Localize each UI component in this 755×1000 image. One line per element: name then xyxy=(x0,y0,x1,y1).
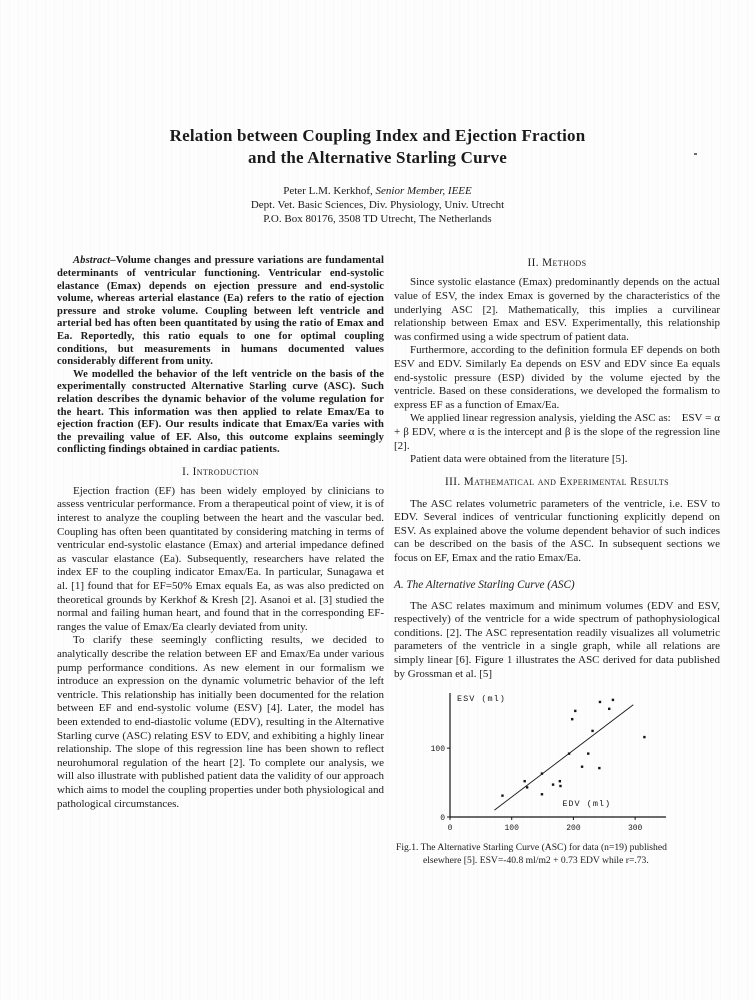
svg-text:0: 0 xyxy=(447,824,453,834)
svg-text:ESV (ml): ESV (ml) xyxy=(457,694,506,705)
figure-1-caption xyxy=(396,842,720,867)
asc-paragraph-1: The ASC relates maximum and minimum volumes (EDV and ESV, respectively) of the ventricle for a wide spectrum of pathophysiological conditions. [2]. The ASC representation readily visualizes all volumetric parameters of the ventricle in a single graph, while all relations are simply linear [6]. Figure 1 illustrates the ASC derived for data published by Grossman et al. [5] xyxy=(394,599,720,680)
abstract-paragraph-2: We modelled the behavior of the left ventricle on the basis of the experimentally constructed Alternative Starling curve (ASC). Such relation describes the dynamic behavior of the volume regulation for the heart. This information was then applied to relate Emax/Ea to ejection fraction (EF). Our results indicate that Emax/Ea varies with the prevailing value of EF. Also, this outcome explains seemingly conflicting findings obtained in cardiac patients. xyxy=(57,368,384,456)
paper-title-line-1: Relation between Coupling Index and Ejection Fraction xyxy=(169,126,586,145)
author-membership: Senior Member, IEEE xyxy=(375,185,472,197)
svg-text:EDV (ml): EDV (ml) xyxy=(562,799,612,810)
left-column xyxy=(57,255,384,867)
methods-paragraph-4: Patient data were obtained from the literature [5]. xyxy=(410,453,628,466)
two-column-body xyxy=(0,255,755,867)
paper-title-line-2: and the Alternative Starling Curve xyxy=(248,148,507,167)
svg-text:200: 200 xyxy=(566,824,581,834)
affiliation-line-2: P.O. Box 80176, 3508 TD Utrecht, The Netherlands xyxy=(263,212,492,225)
affiliation-line-1: Dept. Vet. Basic Sciences, Div. Physiology, Univ. Utrecht xyxy=(250,198,505,211)
introduction-paragraph-1: Ejection fraction (EF) has been widely employed by clinicians to assess ventricular performance. From a therapeutical point of view, it is of interest to analyze the coupling between the heart and the vascular bed. Coupling has often been quantitated by considering matching in terms of ventricular end-systolic elastance (Emax) and arterial impedance defined as vascular elastance (Ea). Subsequently, researchers have related the index EF to the coupling indicator Emax/Ea. In particular, Sunagawa et al. [1] found that for EF=50% Emax equals Ea, as was also predicted on theoretical grounds by Kerkhof & Kresh [2]. Asanoi et al. [3] studied the normal and failing human heart, and found that in the corresponding EF-ranges the value of Emax/Ea clearly deviated from unity. xyxy=(57,484,384,633)
methods-paragraph-2: Furthermore, according to the definition formula EF depends on both ESV and EDV. Similarly Ea depends on ESV and EDV since Ea equals end-systolic pressure (ESP) divided by the volume ejected by the ventricle. Based on these considerations, we developed the formalism to express EF as a function of Emax/Ea. xyxy=(394,344,720,411)
asc-scatter-chart xyxy=(424,689,674,837)
section-heading-introduction: I. Introduction xyxy=(182,465,259,478)
abstract-paragraph-1 xyxy=(57,255,384,368)
methods-paragraph-1: Since systolic elastance (Emax) predominantly depends on the actual value of ESV, the index Emax is governed by the characteristics of the underlying ASC [2]. Mathematically, this implies a curvilinear relationship between Emax and ESV. Experimentally, this relationship was confirmed using a wide spectrum of patient data. xyxy=(394,276,720,343)
author-block xyxy=(0,185,755,226)
svg-text:100: 100 xyxy=(504,824,519,834)
subsection-heading-asc: A. The Alternative Starling Curve (ASC) xyxy=(394,578,575,591)
right-column xyxy=(394,255,720,867)
abstract-paragraph-1-text: –Volume changes and pressure variations are fundamental determinants of ventricular functioning. Ventricular end-systolic elastance (Emax) depends on ejection pressure and end-systolic volume, whereas arterial elastance (Ea) refers to the ratio of ejection pressure and stroke volume. Coupling between left ventricle and arterial bed has often been quantitated by using the ratio of Emax and Ea. Reportedly, this ratio equals to one for optimal coupling conditions, but measurements in humans documented values considerably different from unity. xyxy=(57,255,384,368)
section-heading-methods: II. Methods xyxy=(527,257,587,270)
author-line xyxy=(0,185,755,199)
methods-paragraph-3: We applied linear regression analysis, yielding the ASC as: ESV = α + β EDV, where α is the intercept and β is the slope of the regression line [2]. xyxy=(394,412,720,452)
svg-text:100: 100 xyxy=(430,745,445,755)
abstract-label: Abstract xyxy=(73,255,111,267)
scan-artifact-speck xyxy=(694,153,697,155)
figure-caption-line-1: Fig.1. The Alternative Starling Curve (ASC) for data (n=19) published xyxy=(396,842,667,854)
svg-text:0: 0 xyxy=(440,814,445,824)
svg-text:300: 300 xyxy=(627,824,643,834)
title-block xyxy=(0,125,755,169)
figure-1 xyxy=(424,689,720,837)
introduction-paragraph-2: To clarify these seemingly conflicting results, we decided to analytically describe the relation between EF and Emax/Ea under various pump performance conditions. As new element in our formalism we introduce an expression on the dynamic volumetric behavior of the left ventricle. This relationship has initially been documented for the relation between EF and end-systolic volume (ESV) [4]. Later, the model has been extended to end-diastolic volume (EDV), resulting in the Alternative Starling curve (ASC) relating ESV to EDV, and exhibiting a highly linear relationship. The slope of this regression line has been shown to reflect neurohumoral regulation of the heart [2]. To complete our analysis, we will also illustrate with published patient data the validity of our approach which aims to model the coupling properties under both physiological and pathological circumstances. xyxy=(57,634,384,810)
figure-caption-line-2: elsewhere [5]. ESV=-40.8 ml/m2 + 0.73 EDV while r=.73. xyxy=(423,854,649,866)
results-paragraph-1: The ASC relates volumetric parameters of the ventricle, i.e. ESV to EDV. Several indices of ventricular functioning explicitly depend on ESV. As explained above the volume dependent behavior of such indices can be described on the basis of the ASC. In subsequent sections we focus on EF, Emax and the ratio Emax/Ea. xyxy=(394,497,720,565)
author-name: Peter L.M. Kerkhof, xyxy=(283,185,376,197)
section-heading-results: III. Mathematical and Experimental Results xyxy=(445,475,669,488)
